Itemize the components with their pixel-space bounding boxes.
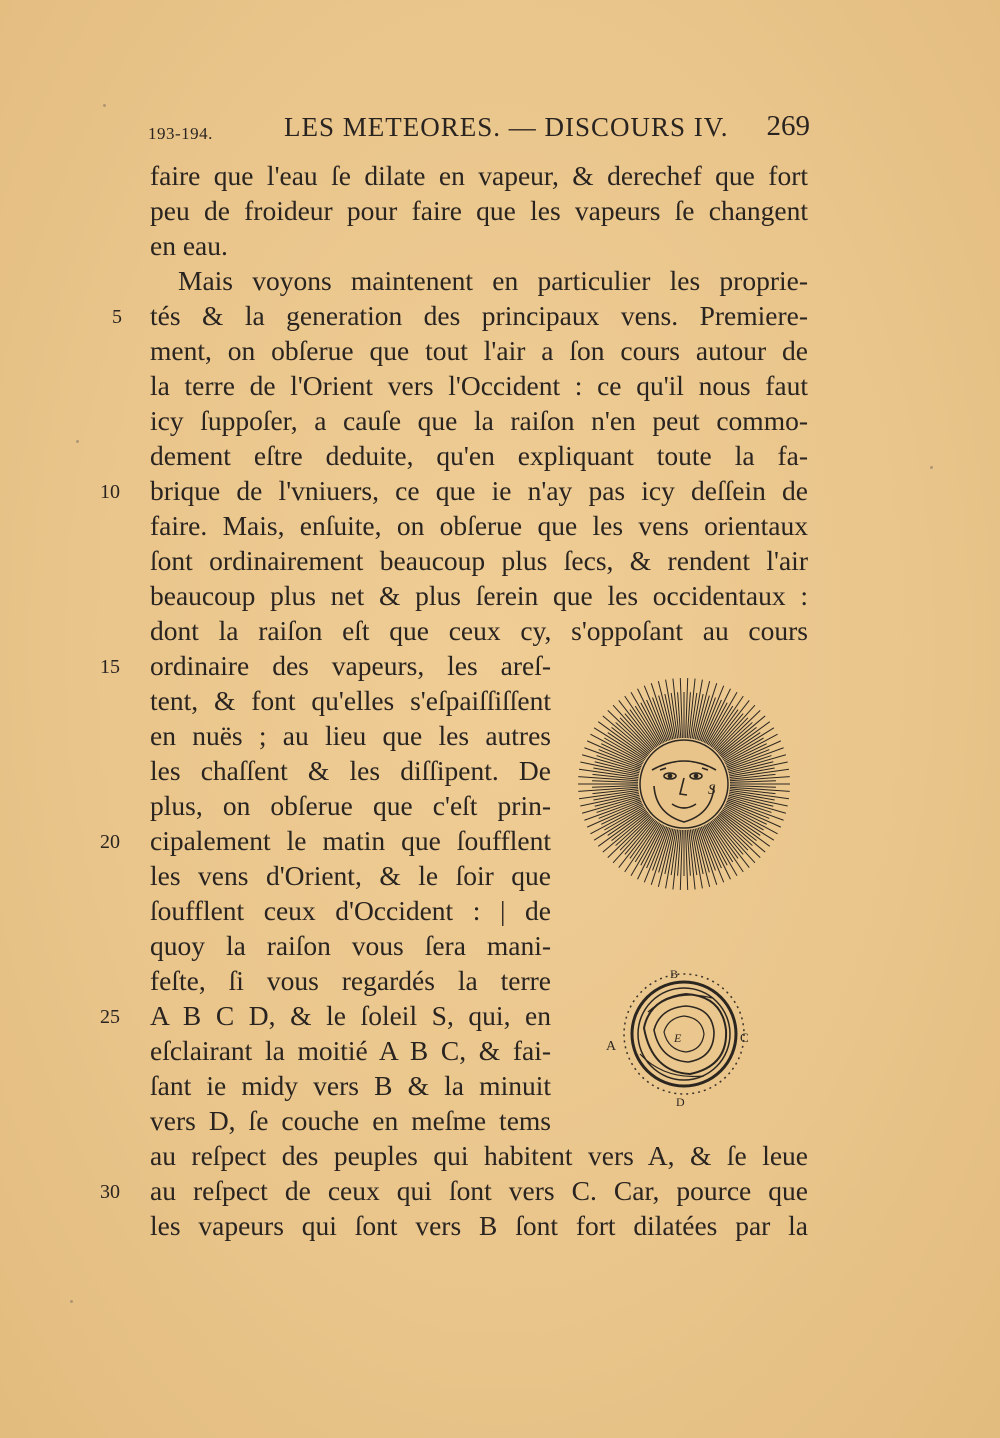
text-line: ſant ie midy vers B & la minuit [150, 1070, 551, 1101]
text-line: plus, on obſerue que c'eſt prin- [150, 790, 551, 821]
sun-ray [717, 710, 760, 752]
earth-label-c: C [740, 1030, 749, 1045]
text-line: ſoufflent ceux d'Occident : | de [150, 895, 551, 926]
earth-diagram [604, 958, 760, 1108]
sun-ray [717, 816, 760, 858]
text-line: la terre de l'Orient vers l'Occident : ce qu'il nous faut [150, 370, 808, 401]
running-head-pages: 193-194. [148, 124, 213, 143]
running-head-title: LES METEORES. — DISCOURS IV. [284, 112, 729, 142]
sun-ray [608, 710, 651, 752]
line-number: 25 [100, 1006, 120, 1028]
text-line: les vens d'Orient, & le ſoir que [150, 860, 551, 891]
earth-label-e: E [674, 1031, 682, 1045]
text-line: tent, & font qu'elles s'eſpaiſſiſſent [150, 685, 551, 716]
earth-label-d: D [676, 1095, 685, 1108]
text-line: tés & la generation des principaux vens. Premiere- [150, 300, 808, 331]
text-line: feſte, ſi vous regardés la terre [150, 965, 551, 996]
text-line: ment, on obſerue que tout l'air a ſon cours autour de [150, 335, 808, 366]
text-line: en eau. [150, 230, 228, 261]
earth-label-b: B [670, 967, 679, 981]
paper-speck [103, 104, 106, 107]
page-number: 269 [766, 110, 810, 142]
text-line: les chaſſent & les diſſipent. De [150, 755, 551, 786]
text-line: beaucoup plus net & plus ſerein que les occidentaux : [150, 580, 808, 611]
line-number: 30 [100, 1181, 120, 1203]
text-line: quoy la raiſon vous ſera mani- [150, 930, 551, 961]
paper-speck [76, 440, 79, 443]
text-line: au reſpect de ceux qui ſont vers C. Car, pource que [150, 1175, 808, 1206]
text-line: Mais voyons maintenent en particulier les proprie- [178, 265, 808, 296]
text-line: au reſpect des peuples qui habitent vers A, & ſe leue [150, 1140, 808, 1171]
text-line: dont la raiſon eſt que ceux cy, s'oppoſant au cours [150, 615, 808, 646]
line-number: 15 [100, 656, 120, 678]
text-line: peu de froideur pour faire que les vapeurs ſe changent [150, 195, 808, 226]
paper-speck [930, 466, 933, 469]
text-line: ſont ordinairement beaucoup plus ſecs, & rendent l'air [150, 545, 808, 576]
text-line: cipalement le matin que ſoufflent [150, 825, 551, 856]
line-number: 10 [100, 481, 120, 503]
text-line: icy ſuppoſer, a cauſe que la raiſon n'en peut commo- [150, 405, 808, 436]
text-line: ordinaire des vapeurs, les areſ- [150, 650, 551, 681]
earth-label-a: A [606, 1039, 617, 1054]
line-number: 5 [112, 306, 122, 328]
sun-ray [592, 786, 638, 788]
text-line: en nuës ; au lieu que les autres [150, 720, 551, 751]
text-line: faire que l'eau ſe dilate en vapeur, & derechef que fort [150, 160, 808, 191]
sun-ray [592, 781, 638, 783]
text-line: vers D, ſe couche en meſme tems [150, 1105, 551, 1136]
line-number: 20 [100, 831, 120, 853]
text-line: brique de l'vniuers, ce que ie n'ay pas icy deſſein de [150, 475, 808, 506]
running-head [148, 110, 810, 150]
text-line: eſclairant la moitié A B C, & fai- [150, 1035, 551, 1066]
sun-ray [730, 786, 776, 788]
paper-speck [70, 1300, 73, 1303]
sun-ray [608, 816, 651, 858]
text-line: A B C D, & le ſoleil S, qui, en [150, 1000, 551, 1031]
sun-ray [730, 781, 776, 783]
text-line: faire. Mais, enſuite, on obſerue que les vens orientaux [150, 510, 808, 541]
sun-engraving [574, 674, 794, 894]
text-line: les vapeurs qui ſont vers B ſont fort dilatées par la [150, 1210, 808, 1241]
text-line: dement eſtre deduite, qu'en expliquant toute la fa- [150, 440, 808, 471]
sun-label: S [708, 782, 716, 798]
